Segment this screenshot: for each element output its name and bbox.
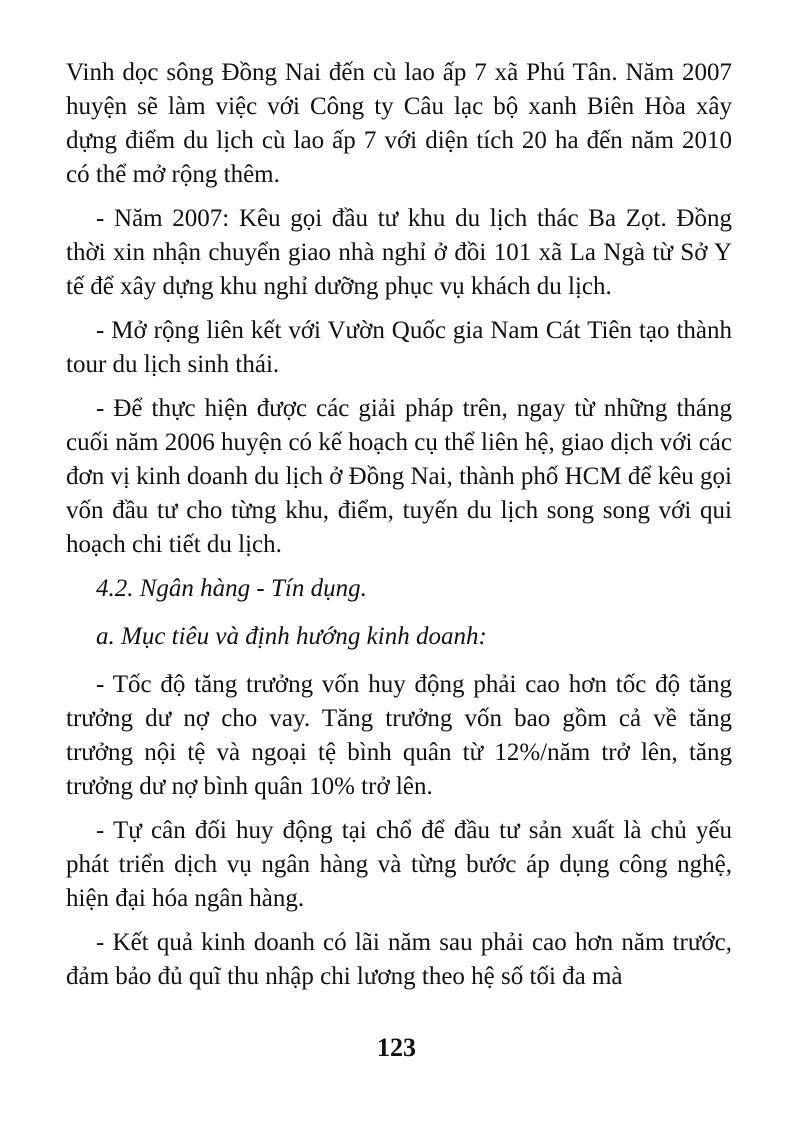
page-body xyxy=(66,56,732,1004)
paragraph-can-doi: - Tự cân đối huy động tại chổ để đầu tư sản xuất là chủ yếu phát triển dịch vụ ngân hàng và từng bước áp dụng công nghệ, hiện đại hóa ngân hàng. xyxy=(66,817,732,912)
paragraph-ket-qua: - Kết quả kinh doanh có lãi năm sau phải cao hơn năm trước, đảm bảo đủ quĩ thu nhập chi lương theo hệ số tối đa mà xyxy=(66,929,732,990)
section-heading: 4.2. Ngân hàng - Tín dụng. xyxy=(96,575,367,602)
paragraph-tang-truong: - Tốc độ tăng trưởng vốn huy động phải cao hơn tốc độ tăng trưởng dư nợ cho vay. Tăng trưởng vốn bao gồm cả về tăng trưởng nội tệ và ngoại tệ bình quân từ 12%/năm trở lên, tăng trưởng dư nợ bình quân 10% trở lên. xyxy=(66,671,732,800)
paragraph-nam-cat-tien: - Mở rộng liên kết với Vườn Quốc gia Nam Cát Tiên tạo thành tour du lịch sinh thái. xyxy=(66,317,732,378)
paragraph-ba-zot: - Năm 2007: Kêu gọi đầu tư khu du lịch thác Ba Zọt. Đồng thời xin nhận chuyển giao nhà nghỉ ở đồi 101 xã La Ngà từ Sở Y tế để xây dựng khu nghỉ dưỡng phục vụ khách du lịch. xyxy=(66,205,732,300)
paragraph-giai-phap: - Để thực hiện được các giải pháp trên, ngay từ những tháng cuối năm 2006 huyện có kế hoạch cụ thể liên hệ, giao dịch với các đơn vị kinh doanh du lịch ở Đồng Nai, thành phố HCM để kêu gọi vốn đầu tư cho từng khu, điểm, tuyến du lịch song song với qui hoạch chi tiết du lịch. xyxy=(66,395,732,558)
paragraph-continuation: Vinh dọc sông Đồng Nai đến cù lao ấp 7 xã Phú Tân. Năm 2007 huyện sẽ làm việc với Công ty Câu lạc bộ xanh Biên Hòa xây dựng điểm du lịch cù lao ấp 7 với diện tích 20 ha đến năm 2010 có thể mở rộng thêm. xyxy=(66,59,732,188)
subsection-heading: a. Mục tiêu và định hướng kinh doanh: xyxy=(96,623,487,650)
page-number: 123 xyxy=(377,1033,416,1062)
